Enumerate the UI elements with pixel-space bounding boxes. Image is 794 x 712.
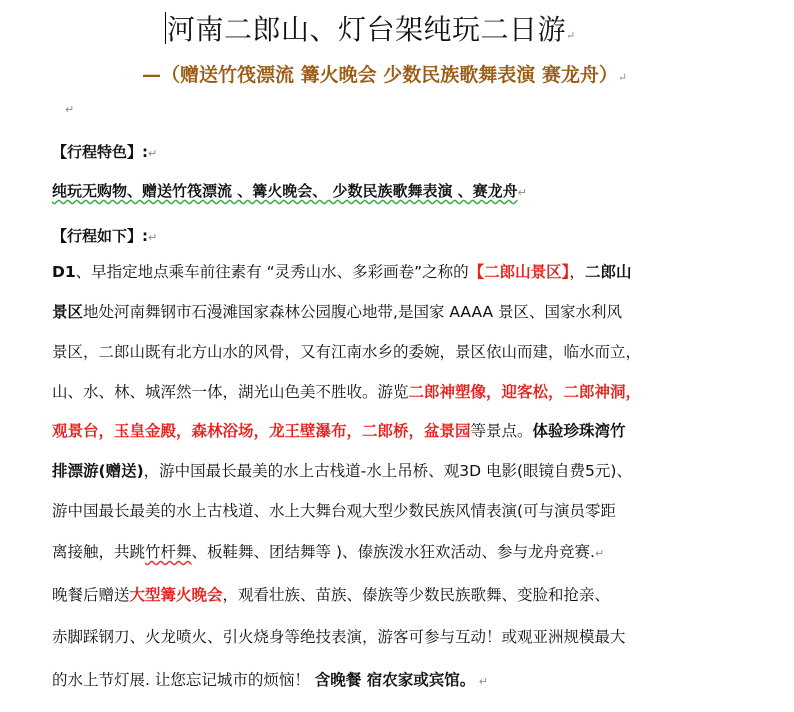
body-line bbox=[52, 542, 604, 564]
text-run: 大型篝火晚会 bbox=[129, 586, 223, 604]
text-cursor bbox=[165, 12, 166, 44]
body-line bbox=[52, 302, 622, 322]
paragraph-mark-icon: ↵ bbox=[594, 547, 605, 560]
text-run: 景区，二郎山既有北方山水的风骨，又有江南水乡的委婉，景区依山而建，临水而立， bbox=[52, 343, 642, 361]
text-run: 体验珍珠湾竹 bbox=[532, 422, 626, 440]
body-line bbox=[52, 461, 632, 481]
body-line bbox=[52, 342, 641, 362]
body-line bbox=[52, 382, 641, 402]
text-run: 晚餐后赠送 bbox=[52, 586, 130, 604]
title-text: 河南二郎山、灯台架纯玩二日游 bbox=[167, 13, 567, 46]
text-run: 山、水、林、城浑然一体，湖光山色美不胜收。游览 bbox=[52, 383, 409, 401]
body-line bbox=[52, 627, 626, 647]
text-run: 等景点。 bbox=[470, 422, 533, 440]
subtitle-text: —（赠送竹筏漂流 篝火晚会 少数民族歌舞表演 赛龙舟） bbox=[142, 64, 618, 86]
body-line bbox=[52, 421, 626, 441]
body-line bbox=[52, 501, 616, 521]
text-run: ， bbox=[569, 263, 585, 281]
empty-paragraph-mark-icon: ↵ bbox=[65, 103, 75, 116]
section-itinerary-text: 【行程如下】: bbox=[52, 227, 148, 245]
text-run: 赤脚踩钢刀、火龙喷火、引火烧身等绝技表演，游客可参与互动！或观亚洲规模最大 bbox=[52, 628, 626, 646]
body-line bbox=[52, 262, 631, 282]
text-run: 的水上节灯展. 让您忘记城市的烦恼！ bbox=[52, 671, 315, 689]
text-run: D1 bbox=[52, 263, 76, 281]
paragraph-mark-icon: ↵ bbox=[148, 147, 158, 160]
section-features-text: 【行程特色】: bbox=[52, 143, 148, 161]
text-run: 二郎神塑像，迎客松，二郎神洞， bbox=[408, 383, 642, 401]
document-subtitle bbox=[142, 60, 627, 87]
body-line bbox=[52, 585, 610, 605]
text-run: 、板鞋舞、团结舞等 )、傣族泼水狂欢活动、参与龙舟竞赛. bbox=[191, 543, 595, 561]
body-line bbox=[52, 670, 488, 692]
text-run: 【二郎山景区】 bbox=[468, 263, 570, 281]
text-run: 、早指定地点乘车前往素有 “灵秀山水、多彩画卷”之称的 bbox=[75, 263, 469, 281]
text-run: ，观看壮族、苗族、傣族等少数民族歌舞、变脸和抢亲、 bbox=[222, 586, 611, 604]
text-run: 排漂游(赠送) bbox=[52, 462, 144, 480]
text-run: 景区 bbox=[52, 303, 84, 321]
paragraph-mark-icon: ↵ bbox=[517, 186, 527, 199]
document-title bbox=[165, 8, 576, 48]
text-run: 离接触，共跳 bbox=[52, 543, 146, 561]
text-run: 观景台，玉皇金殿，森林浴场，龙王壁瀑布，二郎桥，盆景园 bbox=[52, 422, 471, 440]
text-run: 竹杆舞 bbox=[145, 543, 192, 561]
text-run: 游中国最长最美的水上古栈道、水上大舞台观大型少数民族风情表演(可与演员零距 bbox=[52, 502, 617, 520]
section-heading-features bbox=[52, 141, 157, 162]
paragraph-mark-icon: ↵ bbox=[617, 71, 628, 84]
text-run: 含晚餐 宿农家或宾馆。 bbox=[314, 671, 476, 689]
text-run: 二郎山 bbox=[584, 263, 632, 281]
features-paragraph bbox=[52, 180, 527, 201]
paragraph-mark-icon: ↵ bbox=[475, 675, 488, 688]
text-run: ，游中国最长最美的水上古栈道-水上吊桥、观3D 电影(眼镜自费5元)、 bbox=[143, 462, 632, 480]
section-heading-itinerary bbox=[52, 225, 157, 246]
features-text: 纯玩无购物、赠送竹筏漂流 、篝火晚会、 少数民族歌舞表演 、赛龙舟 bbox=[52, 182, 518, 200]
text-run: 地处河南舞钢市石漫滩国家森林公园腹心地带,是国家 AAAA 景区、国家水利风 bbox=[83, 303, 623, 321]
paragraph-mark-icon: ↵ bbox=[148, 231, 158, 244]
paragraph-mark-icon: ↵ bbox=[566, 29, 576, 42]
